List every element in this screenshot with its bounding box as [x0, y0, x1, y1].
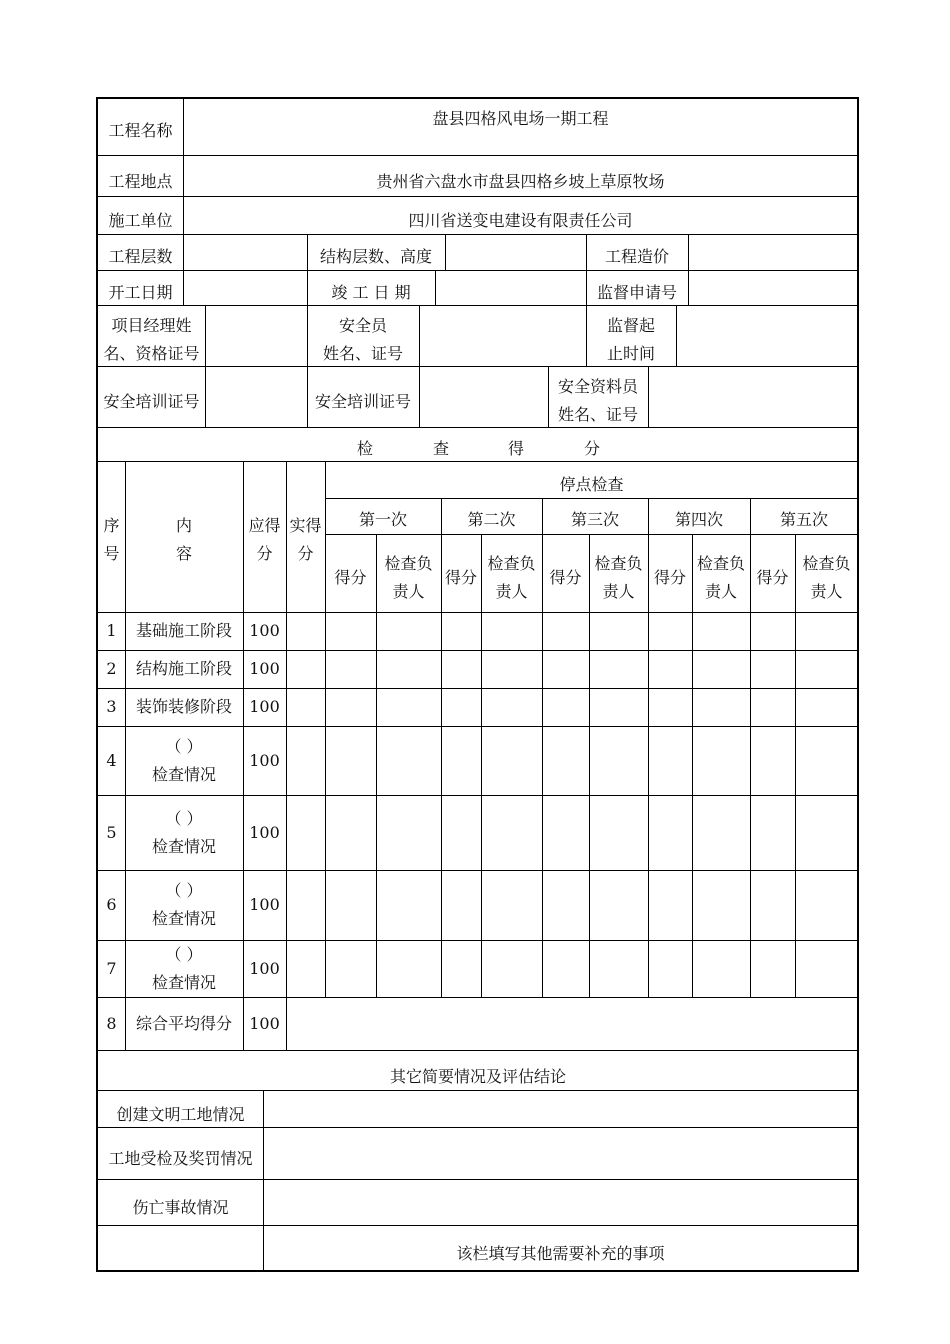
- v-rule: [419, 305, 420, 427]
- round-responsible-header-2: [481, 550, 542, 606]
- h-rule: [97, 1225, 858, 1226]
- row-number: 4: [106, 750, 117, 770]
- seq-header-line2: 号: [103, 544, 120, 563]
- project-location-value: 贵州省六盘水市盘县四格乡坡上草原牧场: [376, 172, 665, 191]
- row-content: 装饰装修阶段: [135, 697, 232, 716]
- stop-check-header: 停点检查: [559, 475, 624, 494]
- v-rule: [648, 366, 649, 427]
- actual-score-header: [286, 510, 325, 570]
- responsible-line2: 责人: [704, 582, 737, 601]
- due-score-header: [243, 510, 286, 570]
- period-label-line2: 止时间: [606, 344, 655, 363]
- round-responsible-header-5: [795, 550, 858, 606]
- row-content: 结构施工阶段: [135, 659, 232, 678]
- inspection-rewards-label: 工地受检及奖罚情况: [108, 1149, 253, 1168]
- round-header-2: 第二次: [467, 510, 516, 529]
- supplement-note: 该栏填写其他需要补充的事项: [456, 1244, 665, 1263]
- round-header-4: 第四次: [674, 510, 723, 529]
- row-due-score: 100: [249, 621, 280, 640]
- row-number: 1: [106, 621, 117, 640]
- safety-label-line1: 安全员: [338, 316, 387, 335]
- row-content: 综合平均得分: [135, 1013, 232, 1033]
- score-title-char-1: 检: [357, 439, 374, 458]
- h-rule: [97, 366, 858, 367]
- v-rule: [435, 270, 436, 305]
- data-label-line2: 姓名、证号: [557, 405, 638, 424]
- row-due-score: 100: [249, 659, 280, 678]
- pm-label: [98, 312, 205, 368]
- v-rule: [445, 234, 446, 270]
- h-rule: [97, 270, 858, 271]
- row-content: [125, 870, 243, 940]
- round-responsible-header-3: [589, 550, 648, 606]
- due-header-line2: 分: [256, 544, 273, 563]
- v-rule: [688, 234, 689, 305]
- round-score-header-1: 得分: [334, 568, 367, 587]
- row-due-score: 100: [249, 750, 280, 770]
- row-content-line2: 检查情况: [151, 972, 216, 992]
- round-score-header-2: 得分: [444, 568, 477, 587]
- responsible-line1: 检查负: [384, 554, 433, 573]
- row-content-line1: （ ）: [165, 808, 203, 828]
- h-rule: [97, 155, 858, 156]
- actual-header-line1: 实得: [289, 516, 322, 535]
- project-location-label: 工程地点: [108, 172, 173, 191]
- row-number: 6: [106, 895, 117, 914]
- pm-label-line2: 名、资格证号: [103, 344, 200, 363]
- h-rule: [97, 427, 858, 428]
- supervision-period-label: [586, 312, 676, 368]
- round-score-header-4: 得分: [653, 568, 686, 587]
- round-header-3: 第三次: [570, 510, 619, 529]
- content-header-line2: 容: [175, 544, 192, 563]
- round-responsible-header-1: [376, 550, 441, 606]
- responsible-line2: 责人: [495, 582, 528, 601]
- score-title-char-2: 查: [433, 439, 450, 458]
- row-due-score: 100: [249, 822, 280, 842]
- floors-label: 工程层数: [108, 247, 173, 266]
- row-number: 3: [106, 697, 117, 716]
- responsible-line2: 责人: [810, 582, 843, 601]
- row-content-line1: （ ）: [165, 944, 203, 964]
- structure-label: 结构层数、高度: [319, 247, 432, 266]
- row-number: 2: [106, 659, 117, 678]
- v-rule: [205, 305, 206, 427]
- responsible-line2: 责人: [602, 582, 635, 601]
- due-header-line1: 应得: [248, 516, 281, 535]
- seq-header: [98, 510, 125, 570]
- v-rule: [325, 461, 326, 997]
- row-content-line1: （ ）: [165, 881, 203, 900]
- row-content: [125, 940, 243, 997]
- responsible-line1: 检查负: [696, 554, 745, 573]
- training-number-label-2: 安全培训证号: [314, 392, 411, 411]
- row-content-line1: （ ）: [165, 736, 203, 756]
- h-rule: [97, 461, 858, 462]
- pm-label-line1: 项目经理姓: [111, 316, 192, 335]
- score-title-char-3: 得: [508, 439, 525, 458]
- data-label-line1: 安全资料员: [557, 377, 638, 396]
- period-label-line1: 监督起: [606, 316, 655, 335]
- score-title-char-4: 分: [584, 439, 601, 458]
- responsible-line1: 检查负: [487, 554, 536, 573]
- row-content: [125, 795, 243, 870]
- row-content: 基础施工阶段: [135, 621, 232, 640]
- cost-label: 工程造价: [604, 247, 669, 266]
- row-due-score: 100: [249, 697, 280, 716]
- row-content-line2: 检查情况: [151, 836, 216, 856]
- row-content: [125, 726, 243, 795]
- project-name-label: 工程名称: [108, 121, 173, 140]
- h-rule: [97, 1179, 858, 1180]
- training-number-label-1: 安全培训证号: [103, 392, 200, 411]
- row-content-line2: 检查情况: [151, 764, 216, 784]
- round-header-1: 第一次: [358, 510, 407, 529]
- row-number: 7: [106, 958, 117, 978]
- row-content-line2: 检查情况: [151, 909, 216, 928]
- data-clerk-label: [548, 373, 648, 429]
- seq-header-line1: 序: [103, 516, 120, 535]
- row-number: 8: [106, 1013, 117, 1033]
- project-name-value: 盘县四格风电场一期工程: [432, 109, 609, 128]
- round-score-header-5: 得分: [756, 568, 789, 587]
- h-rule: [325, 534, 858, 535]
- row-number: 5: [106, 822, 117, 842]
- responsible-line1: 检查负: [802, 554, 851, 573]
- actual-header-line2: 分: [297, 544, 314, 563]
- round-score-header-3: 得分: [549, 568, 582, 587]
- h-rule: [97, 1050, 858, 1051]
- row-due-score: 100: [249, 895, 280, 914]
- h-rule: [97, 196, 858, 197]
- round-responsible-header-4: [692, 550, 750, 606]
- responsible-line2: 责人: [392, 582, 425, 601]
- contractor-value: 四川省送变电建设有限责任公司: [408, 211, 633, 230]
- row-due-score: 100: [249, 1013, 280, 1033]
- apply-number-label: 监督申请号: [596, 283, 677, 302]
- contractor-label: 施工单位: [108, 211, 173, 230]
- finish-date-label: 竣 工 日 期: [331, 283, 411, 302]
- other-title: 其它简要情况及评估结论: [389, 1067, 566, 1086]
- v-rule: [676, 305, 677, 366]
- responsible-line1: 检查负: [594, 554, 643, 573]
- h-rule: [97, 305, 858, 306]
- accident-label: 伤亡事故情况: [132, 1198, 229, 1217]
- start-date-label: 开工日期: [108, 283, 173, 302]
- row-due-score: 100: [249, 958, 280, 978]
- civilized-site-label: 创建文明工地情况: [116, 1105, 245, 1124]
- content-header: [125, 510, 243, 570]
- safety-officer-label: [307, 312, 419, 368]
- content-header-line1: 内: [175, 516, 192, 535]
- round-header-5: 第五次: [779, 510, 828, 529]
- safety-label-line2: 姓名、证号: [322, 344, 403, 363]
